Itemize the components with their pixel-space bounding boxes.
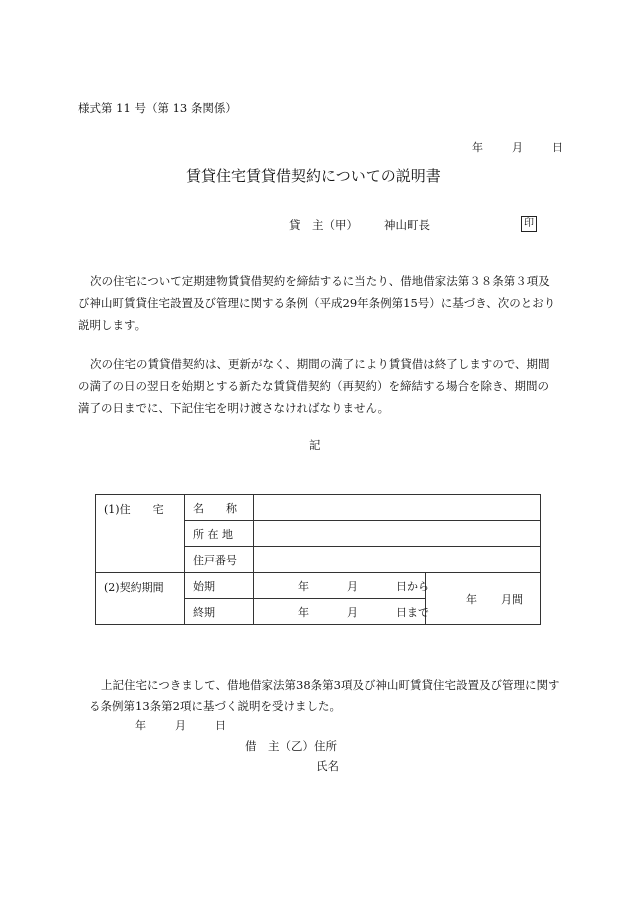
tenant-address-label: 借 主（乙）住所	[245, 739, 337, 753]
header-date-month: 月	[512, 141, 523, 154]
sign-date-year: 年	[135, 719, 146, 732]
end-label: 終期	[185, 599, 254, 625]
housing-label: (1)住 宅	[96, 495, 185, 573]
end-date-year: 年	[298, 605, 309, 619]
duration-field[interactable]	[426, 573, 541, 625]
housing-info-table	[95, 494, 541, 625]
start-date-year: 年	[298, 579, 309, 593]
confirmation-text: 上記住宅につきまして、借地借家法第38条第3項及び神山町賃貸住宅設置及び管理に関する条例第13条第2項に基づく説明を受けました。	[89, 678, 560, 713]
explanation-paragraph-1: 次の住宅について定期建物賃貸借契約を締結するに当たり、借地借家法第３８条第３項及び神山町賃貸住宅設置及び管理に関する条例（平成29年条例第15号）に基づき、次のとおり説明します。	[78, 274, 556, 332]
header-date-year: 年	[472, 141, 483, 154]
landlord-name: 神山町長	[384, 218, 430, 232]
start-date-field[interactable]	[254, 573, 429, 599]
end-date-field[interactable]	[254, 599, 429, 625]
seal-mark: 印	[521, 216, 537, 232]
start-date-day: 日から	[396, 579, 429, 593]
address-value-field[interactable]	[254, 521, 541, 547]
contract-period-label: (2)契約期間	[96, 573, 185, 625]
explanation-paragraph-2: 次の住宅の賃貸借契約は、更新がなく、期間の満了により賃貸借は終了しますので、期間の満了の日の翌日を始期とする新たな賃貸借契約（再契約）を締結する場合を除き、期間の満了の日までに、下記住宅を明け渡さなければなりません。	[78, 357, 550, 415]
start-date-month: 月	[347, 579, 358, 593]
end-date-day: 日まで	[396, 605, 429, 619]
header-date	[472, 139, 563, 155]
sign-date-month: 月	[175, 719, 186, 732]
document-title: 賃貸住宅賃貸借契約についての説明書	[186, 167, 441, 185]
name-value-field[interactable]	[254, 495, 541, 521]
header-date-day: 日	[552, 141, 563, 154]
ki-heading: 記	[309, 438, 321, 452]
unit-number-value-field[interactable]	[254, 547, 541, 573]
address-label: 所 在 地	[185, 521, 254, 547]
sign-date	[135, 717, 226, 733]
duration-year: 年	[466, 592, 477, 606]
unit-number-label: 住戸番号	[185, 547, 254, 573]
end-date-month: 月	[347, 605, 358, 619]
start-label: 始期	[185, 573, 254, 599]
landlord-label: 貸 主（甲）	[289, 218, 358, 232]
form-number-label: 様式第 11 号（第 13 条関係）	[78, 101, 237, 115]
tenant-name-label: 氏名	[316, 759, 339, 773]
duration-month: 月間	[501, 592, 523, 606]
name-label: 名 称	[185, 495, 254, 521]
sign-date-day: 日	[215, 719, 226, 732]
